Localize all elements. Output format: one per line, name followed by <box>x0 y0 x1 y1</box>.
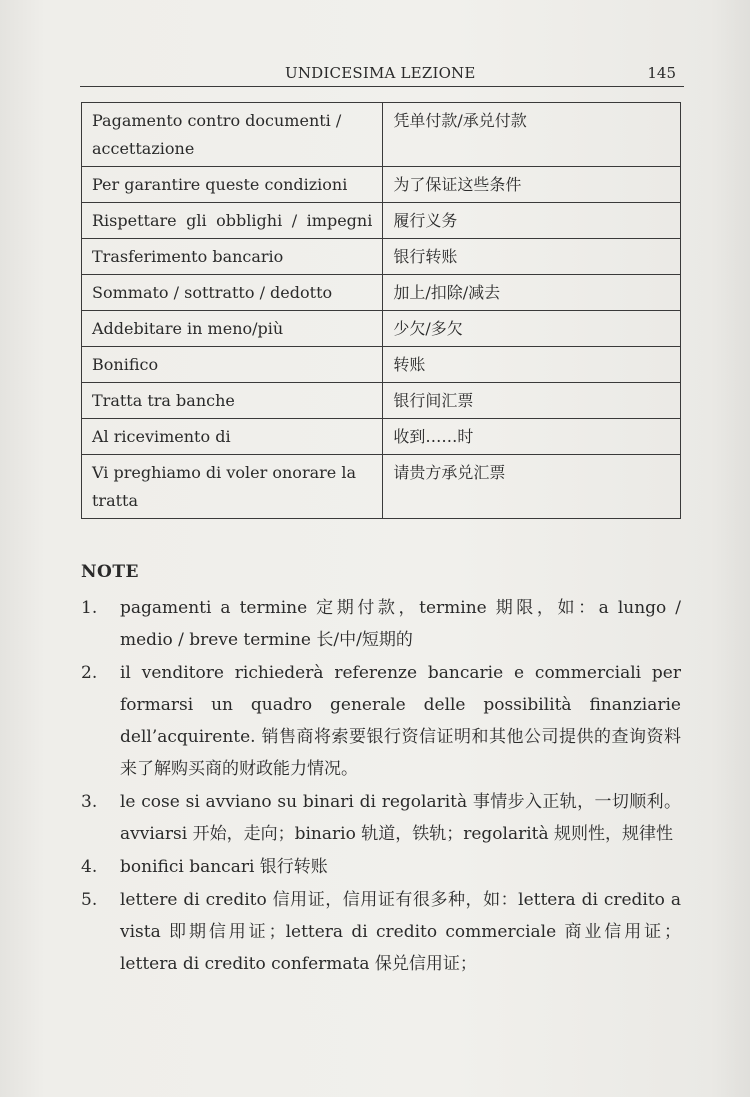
note-number: 1. <box>81 598 98 618</box>
table-row <box>82 419 681 455</box>
italian-term: Sommato / sottratto / dedotto <box>82 275 383 311</box>
table-row <box>82 167 681 203</box>
note-number: 2. <box>81 663 98 683</box>
vocabulary-table <box>81 102 681 519</box>
chinese-term: 为了保证这些条件 <box>383 167 681 203</box>
chinese-term: 银行间汇票 <box>383 383 681 419</box>
italian-term: Tratta tra banche <box>82 383 383 419</box>
table-row <box>82 455 681 519</box>
table-row <box>82 311 681 347</box>
note-text: pagamenti a termine 定期付款，termine 期限，如：a lungo / medio / breve termine 长/中/短期的 <box>120 598 681 650</box>
chinese-term: 少欠/多欠 <box>383 311 681 347</box>
chinese-term: 加上/扣除/减去 <box>383 275 681 311</box>
note-item <box>81 786 681 850</box>
italian-term: Rispettare gli obblighi / impegni <box>82 203 383 239</box>
page-edge-shadow <box>710 0 750 1097</box>
note-item <box>81 592 681 656</box>
running-header <box>80 64 684 87</box>
table-row <box>82 203 681 239</box>
chapter-title: UNDICESIMA LEZIONE <box>285 64 476 82</box>
note-text: le cose si avviano su binari di regolarità 事情步入正轨，一切顺利。avviarsi 开始，走向；binario 轨道，铁轨；regolarità 规则性，规律性 <box>120 792 681 844</box>
notes-heading: NOTE <box>81 562 139 582</box>
italian-term: Bonifico <box>82 347 383 383</box>
chinese-term: 履行义务 <box>383 203 681 239</box>
note-number: 5. <box>81 890 98 910</box>
table-row <box>82 383 681 419</box>
italian-term: Trasferimento bancario <box>82 239 383 275</box>
italian-term: Vi preghiamo di voler onorare la tratta <box>82 455 383 519</box>
italian-term: Addebitare in meno/più <box>82 311 383 347</box>
note-item <box>81 851 681 883</box>
chinese-term: 收到……时 <box>383 419 681 455</box>
chinese-term: 凭单付款/承兑付款 <box>383 103 681 167</box>
table-row <box>82 239 681 275</box>
page-number: 145 <box>647 64 676 82</box>
italian-term: Pagamento contro documenti / accettazione <box>82 103 383 167</box>
table-row <box>82 347 681 383</box>
chinese-term: 转账 <box>383 347 681 383</box>
note-text: il venditore richiederà referenze bancarie e commerciali per formarsi un quadro generale delle possibilità finanziarie dell’acquirente. 销售商将索要银行资信证明和其他公司提供的查询资料来了解购买商的财政能力情况。 <box>120 663 681 779</box>
italian-term: Per garantire queste condizioni <box>82 167 383 203</box>
notes-list <box>81 592 681 981</box>
table-row <box>82 103 681 167</box>
note-text: lettere di credito 信用证，信用证有很多种，如：lettera di credito a vista 即期信用证；lettera di credito commerciale 商业信用证；lettera di credito confermata 保兑信用证； <box>120 890 681 974</box>
note-item <box>81 884 681 980</box>
note-text: bonifici bancari 银行转账 <box>120 857 328 877</box>
italian-term: Al ricevimento di <box>82 419 383 455</box>
chinese-term: 银行转账 <box>383 239 681 275</box>
table-row <box>82 275 681 311</box>
chinese-term: 请贵方承兑汇票 <box>383 455 681 519</box>
note-number: 4. <box>81 857 98 877</box>
note-item <box>81 657 681 785</box>
note-number: 3. <box>81 792 98 812</box>
